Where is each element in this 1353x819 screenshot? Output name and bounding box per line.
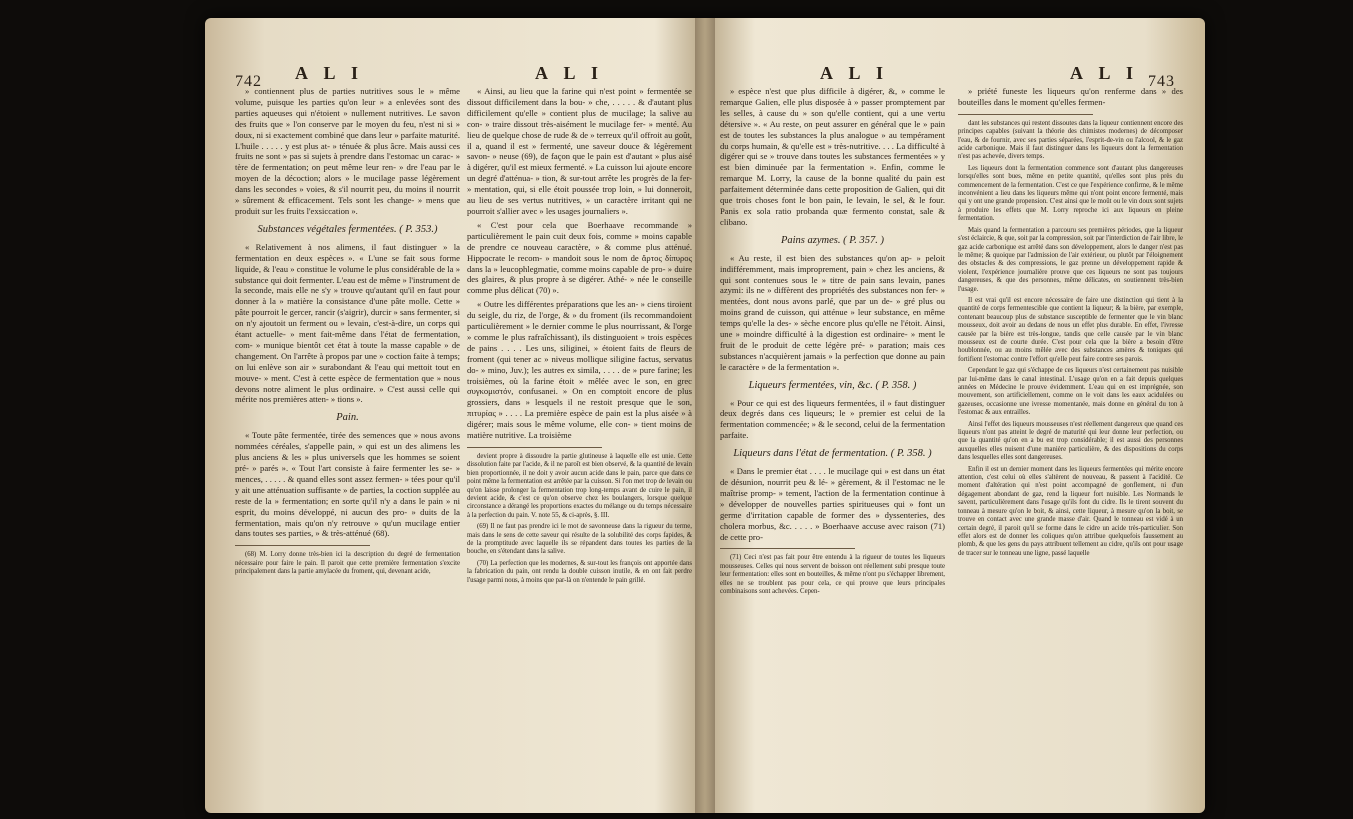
footnote-divider (720, 548, 855, 549)
paragraph: » priété funeste les liqueurs qu'on renferme dans » des bouteilles dans le moment qu'elles fermen- (958, 86, 1183, 107)
paragraph: » espèce n'est que plus difficile à digérer, &, » comme le remarque Galien, elle plus disposée à » passer promptement par les selles, à cause du » son qu'elle contient, qui a une vertu détersive ». « Au reste, on peut assurer en général que le » pain est de toutes les substances la plus analogue » au tempérament du corps humain, & qu'elle est » très-nutritive. . . . La difficulté à digérer qui se » trouve dans toutes les substances fermentées » y est bien diminuée par la fermentation ». Enfin, comme le remarque M. Lorry, la cause de la bonne qualité du pain est parfaitement déterminée dans cette proposition de Galien, qui dit que trois choses font le bon pain, le levain, le sel, & le four. Panis ex sola ratio probanda quæ fermento constat, sale & clibano. (720, 86, 945, 227)
footnote: (71) Ceci n'est pas fait pour être entendu à la rigueur de toutes les liqueurs mousseuses. Celles qui nous servent de boisson ont réellement subi presque toute leur fermentation: elles sont en bouteilles, & même n'ont pu s'échapper librement, elles ne se troublent pas pour cela, ce qui prouve que leurs principales combinaisons sont achevées. Cepen- (720, 554, 945, 596)
page-number: 742 (235, 73, 262, 90)
paragraph: « Relativement à nos alimens, il faut distinguer » la fermentation en deux espèces ». « L'une se fait sous forme liquide, & l'eau » constitue le volume le plus considérable de la » substance qui doit fermenter. L'eau est de même » l'instrument de la seconde, mais elle ne s'y » trouve qu'autant qu'il en faut pour donner à la » matière la consistance d'une pâte molle. Cette » pâte pourroit le gercer, rancir (s'aigrir), durcir » sans fermenter, si on n'y ajoutoit un ferment ou » levain, c'est-à-dire, un corps qui étant actuelle- » ment fait-même dans l'état de fermentation, com- » munique bientôt cet état à toute la masse capable » de changement. On l'arrête à propos par une » coction faite à temps; on lui enlève son air » surabondant & l'eau qui mettoit tout en mouve- » ment. C'est à cette espèce de fermentation que » nous devons notre aliment le plus ordinaire. » C'est aussi celle qui mérite nos premières atten- » tions ». (235, 241, 460, 405)
section-heading: Substances végétales fermentées. ( P. 353.) (257, 223, 438, 235)
right-page-column-1 (720, 86, 945, 599)
footnote-divider (235, 545, 370, 546)
running-head: A L I (535, 63, 605, 83)
page-number: 743 (1148, 73, 1175, 90)
paragraph: « Dans le premier état . . . . le mucilage qui » est dans un état de désunion, nourrit peu & lé- » gèrement, & il l'estomac ne le maîtrise promp- » tement, l'action de la fermentation continue à » développer de nouvelles parties spiritueuses qui » font un germe d'irritation capable de former des » dyssenteries, des cholera morbus, &c. . . . . » Boerhaave accuse avec raison (71) de cette pro- (720, 466, 945, 542)
footnote-divider (467, 447, 602, 448)
paragraph: » contiennent plus de parties nutritives sous le » même volume, puisque les parties qu'on leur » a enlevées sont des parties aqueuses qui n'étoient » nullement nutritives. Le savon des fruits que » l'on conserve par le moyen du feu, n'est ni si » doux, ni si exactement combiné que dans leur » parfaite maturité. L'huile . . . . . y est plus at- » ténuée & plus âcre. Mais aussi ces fruits ne sont » pas si sujets à prendre dans l'estomac un carac- » tère de fermentation; on peut même leur ren- » dre l'eau par le moyen de la décoction; alors » le mucilage passe légèrement dans les secondes » voies, & s'il nourrit peu, du moins il nourrit » sûrement & efficacement. Tels sont les change- » mens que produit sur les fruits l'exsiccation ». (235, 86, 460, 216)
paragraph: « Outre les différentes préparations que les an- » ciens tiroient du seigle, du riz, de l'orge, & » du froment (ils recommandoient particulièrement » le dernier comme le plus nourrissant, & l'orge » comme le plus rafraîchissant), ils distinguoient » trois espèces de pains . . . . Les uns, siliginei, » étoient faits de fleurs de froment (qui tener ac » niveus mollique siligine factus, servatus do- » mino, Juv.); les autres ex simila, . . . . de » pure farine; les troisièmes, où la farine étoit » mêlée avec le son, en grec συγκομιστόν, confusanei. » On en comptoit encore de plus grossiers, dans » lesquels il ne restoit presque que le son, πιτυρίας » . . . . La première espèce de pain est la plus aisée » à digérer; mais sous le même volume, elle con- » tient moins de matière nutritive. La troisième (467, 299, 692, 441)
footnote: devient propre à dissoudre la partie glutineuse à laquelle elle est unie. Cette dissolution faite par l'acide, & il ne paroît est bien observé, & la quantité de levain bien proportionnée, il ne doit y avoir aucun acide dans le pain, parce que dans ce point même la fermentation est arrêtée par la cuisson. Si l'on met trop de levain ou qu'on laisse prolonger la fermentation trop long-temps avant de cuire le pain, il devient acide, & c'est ce qu'on observe chez les boulangers, lorsque quelque circonstance a dérangé les proportions exactes du mélange ou du temps nécessaire à la perfection du pain. V. note 55, & ci-après, §. III. (467, 453, 692, 519)
paragraph: « Ainsi, au lieu que la farine qui n'est point » fermentée se dissout difficilement dans la bou- » che, . . . . . & d'autant plus difficilement qu'elle » contient plus de mucilage; la salive au con- » traire dissout très-aisément le mucilage fer- » menté. Au lieu de quelque chose de rude & de » terreux qu'il offroit au goût, il a, quand il est » fermenté, une saveur douce & légèrement savon- » neuse (69), de façon que le pain est d'autant » plus aisé à digérer, qu'il est mieux fermenté. » La cuisson lui ajoute encore un degré d'atténua- » tion, & sur-tout arrête les progrès de la fer- » mentation, qui, si elle étoit poussée trop loin, » lui donneroit, au lieu de ses vertus nutritives, » un caractère irritant qui ne pourroit s'allier avec » les usages journaliers ». (467, 86, 692, 216)
right-page-column-2 (958, 86, 1183, 561)
footnote: Cependant le gaz qui s'échappe de ces liqueurs n'est certainement pas nuisible par lui-même dans le canal intestinal. L'usage qu'on en a fait depuis quelques années en Médecine le prouve évidemment. L'eau qui en est imprégnée, son mouvement, son artificiellement, comme on le voit dans les eaux acidulées ou gazeuses, occasionne une ivresse momentanée, mais donne en général du ton à l'estomac & aux entrailles. (958, 367, 1183, 417)
section-heading: Pain. (336, 412, 359, 424)
section-heading: Pains azymes. ( P. 357. ) (780, 234, 885, 246)
left-page-column-2 (467, 86, 692, 588)
running-head: A L I (1070, 63, 1140, 83)
running-head: A L I (820, 63, 890, 83)
footnote: Mais quand la fermentation a parcouru ses premières périodes, que la liqueur s'est éclaircie, & que, soit par la compression, soit par l'interdiction de l'air libre, le gaz acide carbonique est arrêté dans son développement, alors le danger n'est pas le même; & quoique par l'admission de l'air extérieur, ou plutôt par l'éloignement des obstacles & des compressions, le gaz prenne un développement rapide & violent, l'expérience journalière prouve que ces liqueurs ne sont pas toujours dangereuses, & que des personnes, même délicates, en soutiennent très-bien l'usage. (958, 226, 1183, 293)
paragraph: « Pour ce qui est des liqueurs fermentées, il » faut distinguer deux degrés dans ces liqueurs; le » premier est celui de la fermentation commencée; » & le second, celui de la fermentation parfaite. (720, 397, 945, 441)
section-heading: Liqueurs fermentées, vin, &c. ( P. 358. ) (748, 379, 917, 391)
running-head: A L I (295, 63, 365, 83)
paragraph: « C'est pour cela que Boerhaave recommande » particulièrement le pain cuit deux fois, comme » moins capable de prendre ce nouveau caractère, » & comme plus atténué. Hippocrate le recom- » mandoit sous le nom de ἄρτος δίπυρος dans la » leucophlegmatie, comme moins capable de pro- » duire des glaires, & plus propre à se digérer. Athé- » née le conseille comme plus délicat (70) ». (467, 219, 692, 296)
left-page-column-1 (235, 86, 460, 580)
paragraph: « Au reste, il est bien des substances qu'on ap- » peloit indifféremment, mais improprement, pain » chez les anciens, & qui sont contenues sous le » titre de pain sans levain, panes azymi: ils ne » diffèrent des propriétés des substances non fer- » mentées, dont nous avons parlé, que par un de- » gré plus ou moins grand de cuisson, qui atténue » leur substance, en même temps qu'elle la des- » sèche encore plus qu'elle ne l'étoit. Ainsi, une » moindre difficulté à la digestion est ordinaire- » ment le fruit de le produit de cette légère pré- » paration; mais ces substances n'acquièrent jamais » la perfection que donne au pain le caractère » de la fermentation ». (720, 252, 945, 372)
footnote-divider (958, 114, 1093, 115)
book-spread (205, 18, 1205, 813)
footnote: Ainsi l'effet des liqueurs mousseuses n'est réellement dangereux que quand ces liqueurs n'ont pas atteint le degré de maturité qui leur donne leur perfection, ou que la quantité qu'on en a bu est trop considérable; il est aussi des personnes auxquelles elles nuisent d'une manière particulière, & des dispositions du corps dans lesquelles elles sont dangereuses. (958, 420, 1183, 462)
footnote: (68) M. Lorry donne très-bien ici la description du degré de fermentation nécessaire pour faire le pain. Il paroit que cette première fermentation s'excite principalement dans la partie amylacée du froment, qui, devenant acide, (235, 551, 460, 576)
footnote: Il est vrai qu'il est encore nécessaire de faire une distinction qui tient à la quantité de corps fermentescible que contient la liqueur; & la bière, par exemple, contenant beaucoup plus de substance susceptible de fermenter que le vin blanc mousseux, doit avoir au dedans de nous un effet plus durable. En effet, l'ivresse causée par la bière est très-longue, tandis que celle causée par le vin blanc mousseux est de courte durée. C'est pour cela que la bière a besoin d'être houblonnée, ou au moins mêlée avec des substances amères & toniques qui fortifient l'estomac contre l'effort qu'elle peut faire contre ses parois. (958, 296, 1183, 363)
paragraph: « Toute pâte fermentée, tirée des semences que » nous avons nommées céréales, s'appelle pain, » qui est un des alimens les plus anciens & les » plus universels que les hommes se soient pré- » parés ». « Tout l'art consiste à faire fermenter les se- » mences, . . . . . & quand elles sont assez fermen- » tées pour qu'il y ait une atténuation suffisante » de parties, la coction supplée au reste de la » fermentation; en sorte qu'il n'y a dans le pain » ni esprit, du moins développé, ni aucun des pro- » duits de la fermentation, mais qu'on n'y retrouve » qu'un mucilage entier dans toutes ses parties, » & très-atténué (68). (235, 430, 460, 539)
section-heading: Liqueurs dans l'état de fermentation. ( P. 358. ) (733, 448, 932, 460)
footnote: (70) La perfection que les modernes, & sur-tout les françois ont apportée dans la fabrication du pain, ont rendu la double cuisson inutile, & en ont fait perdre l'usage parmi nous, à moins que par-là on n'entende le pain grillé. (467, 559, 692, 584)
footnote: Les liqueurs dont la fermentation commence sont d'autant plus dangereuses lorsqu'elles sont bues, même en petite quantité, qu'elles sont plus près du commencement de la fermentation. C'est ce que l'expérience confirme, & le même inconvénient a lieu dans les liqueurs même qui n'ont point encore fermenté, mais qui y ont une grande propension. C'est ainsi que le moût ou le vin doux sont sujets à produire les effets que M. Lorry reproche ici aux liqueurs en pleine fermentation. (958, 164, 1183, 223)
footnote: Enfin il est un dernier moment dans les liqueurs fermentées qui mérite encore attention, c'est celui où elles s'altèrent de nouveau, & passent à l'acidité. Ce moment d'altération qui n'est point accompagné de gonflement, ni d'un dégagement abondant de gaz, rend la liqueur fort nuisible. Les Normands le savent, particulièrement dans l'usage qu'ils font du cidre. Ils le tirent souvent du tonneau à mesure qu'on le boit, & ainsi, cette liqueur, à mesure qu'on la boit, se trouve en contact avec une grande masse d'air. Quand le tonneau est vidé à un certain degré, il paroit qu'il se forme dans le cidre un acide très-particulier. Son effet alors est de donner les coliques qu'on attribue quelquefois faussement au plomb, & que les gens du pays attribuent tellement au cidre, qu'ils ont pour usage de tracer sur le tonneau une ligne, passé laquelle (958, 465, 1183, 557)
left-page (205, 18, 700, 813)
footnote: (69) Il ne faut pas prendre ici le mot de savonneuse dans la rigueur du terme, mais dans le sens de cette saveur qui résulte de la solubilité des corps fapides, & de la promptitude avec laquelle ils se répandent dans toutes les parties de la bouche, en s'étendant dans la salive. (467, 523, 692, 556)
footnote: dant les substances qui restent dissoutes dans la liqueur contiennent encore des principes capables (suivant la théorie des chimistes modernes) de décomposer l'eau, & de fournir, avec ses parties séparées, l'esprit-de-vin ou l'alcool, & le gaz acide carbonique. Mais il faut distinguer dans les liqueurs dont la fermentation n'est pas achevée, divers temps. (958, 119, 1183, 161)
right-page (710, 18, 1205, 813)
